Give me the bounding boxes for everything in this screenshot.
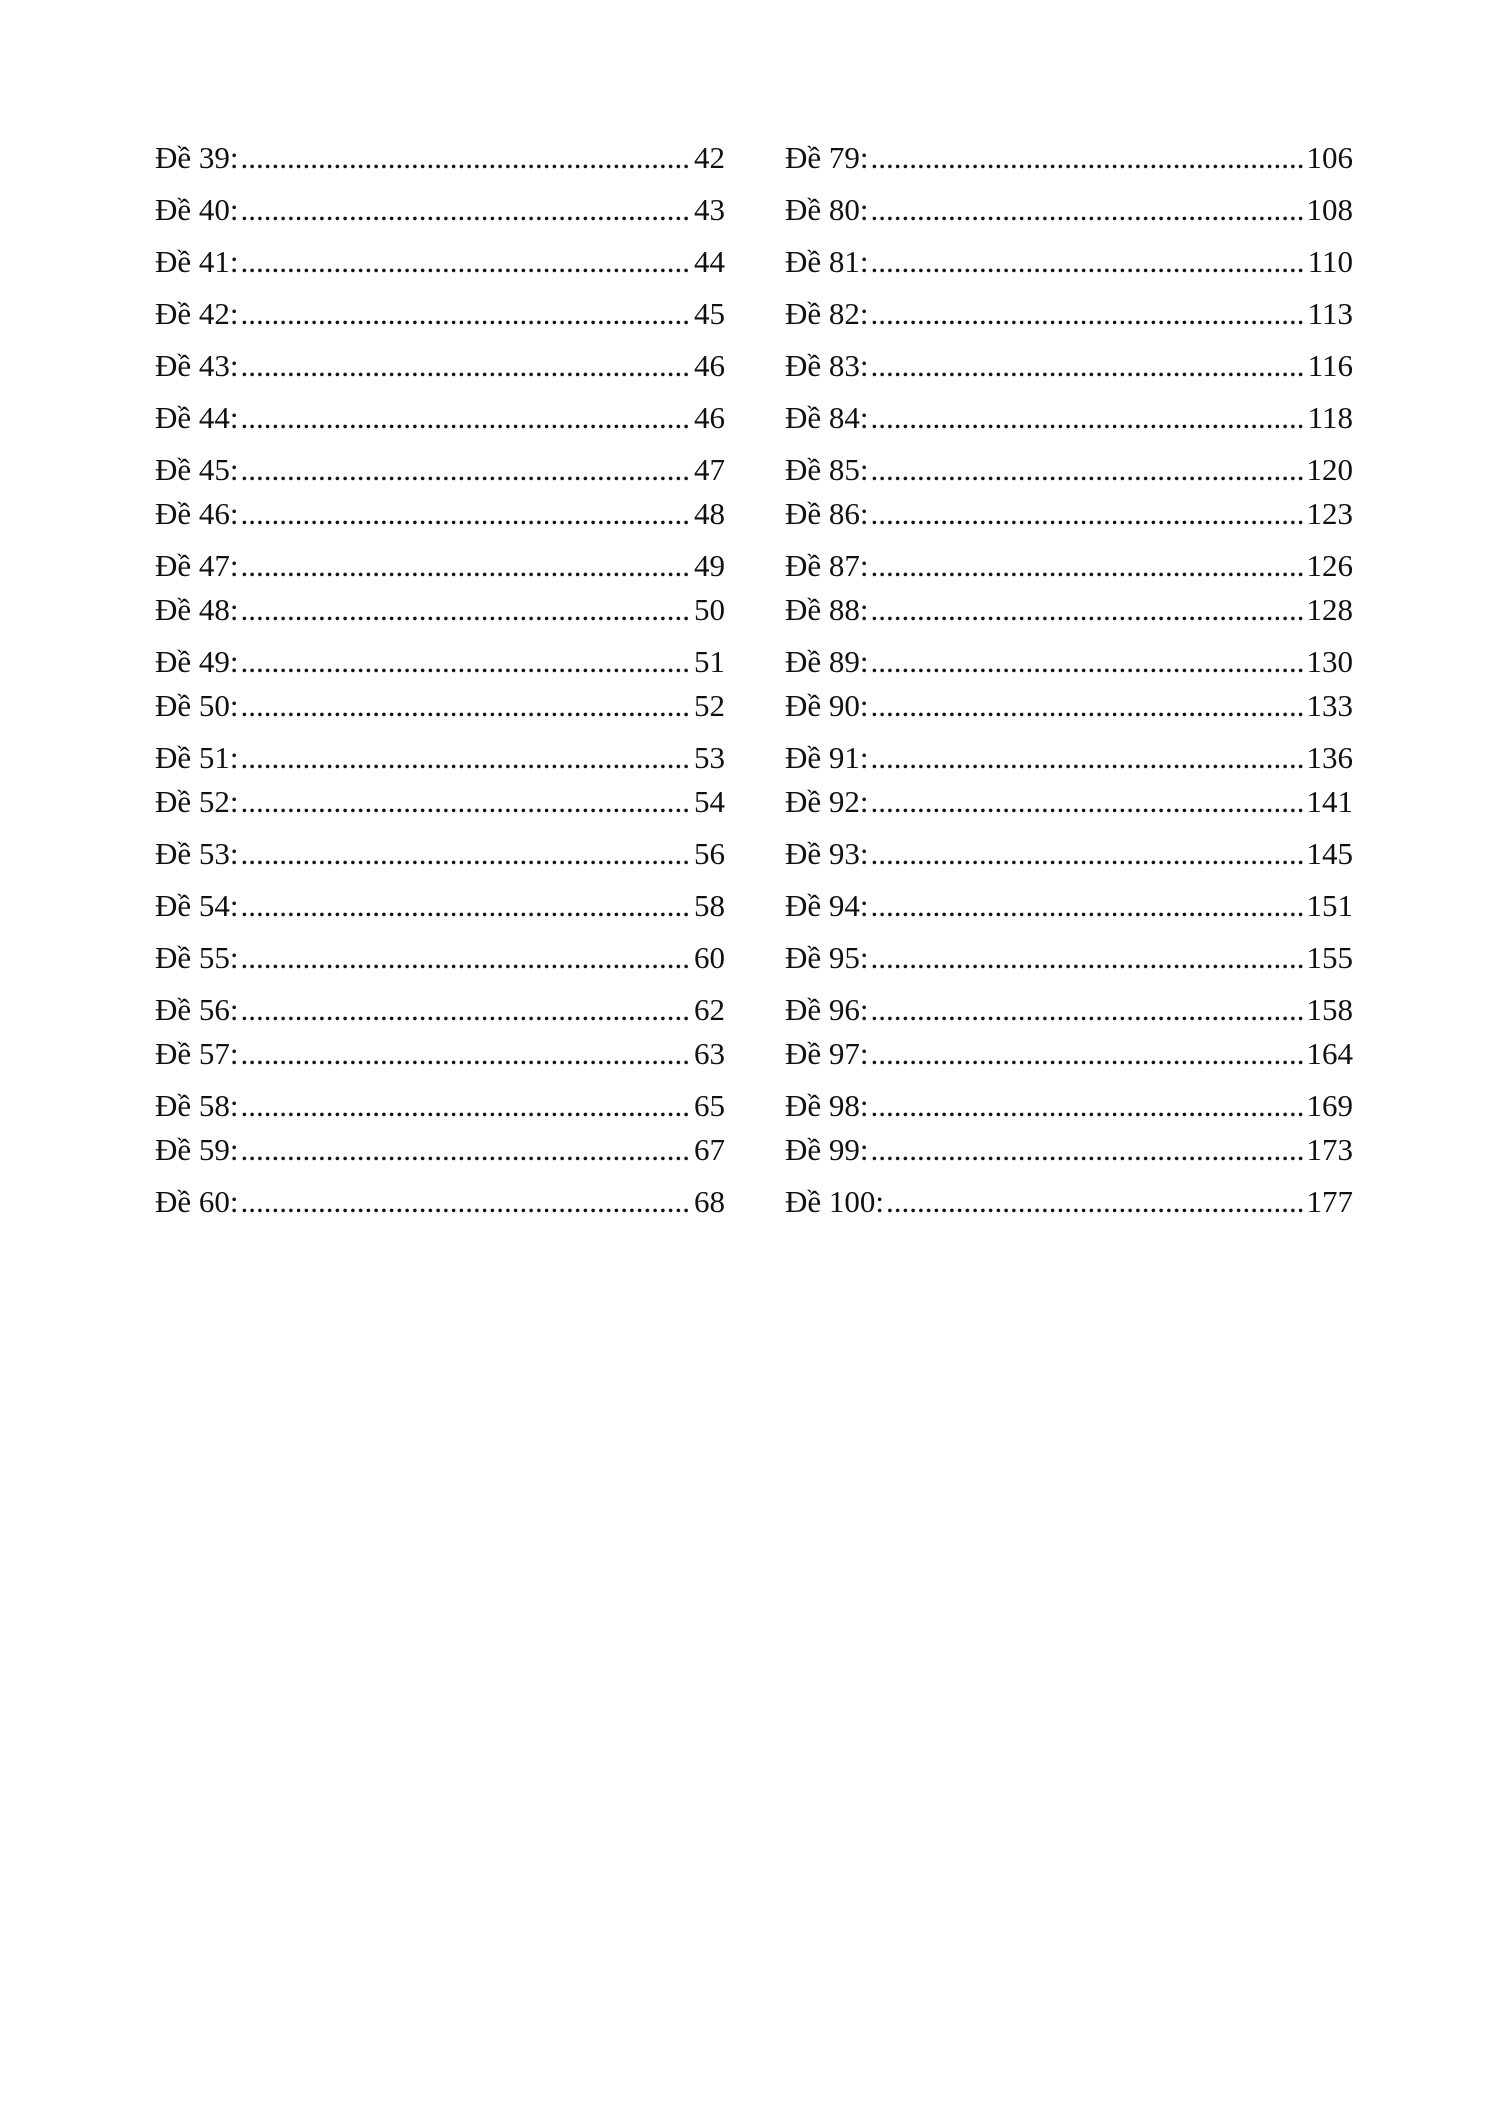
toc-entry[interactable] [785,642,1353,682]
toc-dot-leader [871,782,1305,822]
toc-dot-leader [241,642,692,682]
toc-entry[interactable] [155,1034,725,1074]
toc-entry-page-number: 48 [694,496,725,531]
toc-entry-page-number: 110 [1307,244,1353,279]
toc-entry-page-number: 151 [1306,888,1353,923]
toc-dot-leader [241,834,692,874]
toc-dot-leader [241,294,692,334]
toc-entry-page-number: 67 [694,1132,725,1167]
toc-entry[interactable] [155,642,725,682]
toc-entry-page-number: 128 [1306,592,1353,627]
toc-dot-leader [241,242,692,282]
toc-entry-label: Đề 99: [785,1132,869,1167]
toc-entry-label: Đề 94: [785,888,869,923]
toc-dot-leader [241,590,692,630]
toc-entry-page-number: 49 [694,548,725,583]
toc-entry[interactable] [785,346,1353,386]
toc-entry-page-number: 126 [1306,548,1353,583]
toc-entry[interactable] [155,546,725,586]
toc-entry-label: Đề 59: [155,1132,239,1167]
toc-dot-leader [871,886,1305,926]
toc-entry-page-number: 108 [1306,192,1353,227]
toc-entry-page-number: 63 [694,1036,725,1071]
toc-dot-leader [871,1130,1305,1170]
toc-entry-page-number: 45 [694,296,725,331]
toc-entry-label: Đề 93: [785,836,869,871]
toc-entry[interactable] [785,138,1353,178]
toc-dot-leader [241,546,692,586]
toc-entry-label: Đề 86: [785,496,869,531]
toc-entry-label: Đề 57: [155,1036,239,1071]
toc-entry-label: Đề 89: [785,644,869,679]
toc-dot-leader [871,834,1305,874]
toc-entry-page-number: 136 [1306,740,1353,775]
toc-entry[interactable] [155,990,725,1030]
toc-entry[interactable] [155,1086,725,1126]
toc-entry-label: Đề 81: [785,244,869,279]
toc-entry[interactable] [785,1034,1353,1074]
toc-entry-label: Đề 95: [785,940,869,975]
toc-entry-label: Đề 43: [155,348,239,383]
toc-entry[interactable] [155,398,725,438]
toc-entry-label: Đề 45: [155,452,239,487]
toc-entry-label: Đề 82: [785,296,869,331]
toc-dot-leader [871,494,1305,534]
toc-dot-leader [241,190,692,230]
toc-entry-page-number: 46 [694,348,725,383]
toc-entry-label: Đề 48: [155,592,239,627]
toc-entry-page-number: 50 [694,592,725,627]
toc-entry-page-number: 169 [1306,1088,1353,1123]
toc-entry[interactable] [785,782,1353,822]
toc-entry-label: Đề 44: [155,400,239,435]
toc-entry-label: Đề 88: [785,592,869,627]
toc-entry-page-number: 47 [694,452,725,487]
toc-entry-page-number: 106 [1306,140,1353,175]
toc-entry-label: Đề 40: [155,192,239,227]
toc-dot-leader [871,990,1305,1030]
toc-dot-leader [871,1034,1305,1074]
toc-entry[interactable] [155,1130,725,1170]
toc-dot-leader [871,642,1305,682]
toc-entry-label: Đề 49: [155,644,239,679]
toc-dot-leader [871,398,1306,438]
toc-entry[interactable] [155,834,725,874]
toc-dot-leader [241,1182,692,1222]
toc-entry-label: Đề 97: [785,1036,869,1071]
toc-dot-leader [871,590,1305,630]
toc-entry-page-number: 145 [1306,836,1353,871]
toc-entry-label: Đề 46: [155,496,239,531]
toc-entry-page-number: 60 [694,940,725,975]
toc-entry[interactable] [785,1130,1353,1170]
toc-entry-page-number: 52 [694,688,725,723]
toc-entry-label: Đề 60: [155,1184,239,1219]
toc-entry[interactable] [785,590,1353,630]
toc-dot-leader [241,686,692,726]
toc-entry-label: Đề 80: [785,192,869,227]
toc-entry-label: Đề 90: [785,688,869,723]
toc-entry-page-number: 54 [694,784,725,819]
toc-entry[interactable] [155,782,725,822]
toc-entry[interactable] [785,990,1353,1030]
toc-entry[interactable] [155,346,725,386]
toc-entry[interactable] [785,190,1353,230]
toc-entry-page-number: 120 [1306,452,1353,487]
toc-entry-label: Đề 100: [785,1184,885,1219]
toc-entry[interactable] [785,686,1353,726]
toc-entry-label: Đề 98: [785,1088,869,1123]
toc-dot-leader [871,686,1305,726]
toc-dot-leader [871,138,1305,178]
toc-dot-leader [241,886,692,926]
toc-entry-label: Đề 54: [155,888,239,923]
toc-entry-page-number: 56 [694,836,725,871]
toc-entry-page-number: 44 [694,244,725,279]
toc-entry[interactable] [785,1182,1353,1222]
toc-dot-leader [241,494,692,534]
toc-dot-leader [241,1130,692,1170]
toc-entry-label: Đề 39: [155,140,239,175]
toc-entry-label: Đề 91: [785,740,869,775]
toc-entry-label: Đề 53: [155,836,239,871]
toc-entry-page-number: 116 [1307,348,1353,383]
toc-entry-page-number: 123 [1306,496,1353,531]
toc-entry-page-number: 130 [1306,644,1353,679]
toc-entry-page-number: 53 [694,740,725,775]
toc-entry-label: Đề 96: [785,992,869,1027]
toc-entry[interactable] [155,686,725,726]
toc-dot-leader [871,1086,1305,1126]
toc-entry-label: Đề 41: [155,244,239,279]
toc-dot-leader [241,346,692,386]
toc-entry-page-number: 118 [1307,400,1353,435]
toc-entry[interactable] [785,886,1353,926]
toc-entry-label: Đề 55: [155,940,239,975]
toc-entry-label: Đề 47: [155,548,239,583]
toc-entry-page-number: 155 [1306,940,1353,975]
toc-entry-page-number: 62 [694,992,725,1027]
toc-entry[interactable] [785,450,1353,490]
toc-entry-page-number: 141 [1306,784,1353,819]
toc-entry[interactable] [155,138,725,178]
toc-entry-page-number: 68 [694,1184,725,1219]
toc-entry-page-number: 164 [1306,1036,1353,1071]
toc-dot-leader [871,738,1305,778]
toc-entry[interactable] [785,546,1353,586]
toc-entry-page-number: 42 [694,140,725,175]
toc-entry[interactable] [785,938,1353,978]
toc-dot-leader [241,450,692,490]
toc-entry[interactable] [155,190,725,230]
toc-entry[interactable] [785,738,1353,778]
toc-entry-label: Đề 79: [785,140,869,175]
toc-dot-leader [241,990,692,1030]
toc-dot-leader [871,242,1306,282]
toc-entry[interactable] [155,242,725,282]
toc-entry-label: Đề 83: [785,348,869,383]
toc-entry-page-number: 173 [1306,1132,1353,1167]
toc-entry-label: Đề 84: [785,400,869,435]
toc-entry-label: Đề 92: [785,784,869,819]
toc-dot-leader [241,398,692,438]
toc-entry[interactable] [785,1086,1353,1126]
toc-entry[interactable] [155,738,725,778]
toc-entry-page-number: 158 [1306,992,1353,1027]
toc-dot-leader [241,738,692,778]
toc-dot-leader [871,938,1305,978]
toc-entry-label: Đề 51: [155,740,239,775]
toc-entry-page-number: 177 [1306,1184,1353,1219]
toc-dot-leader [871,450,1305,490]
toc-entry-page-number: 133 [1306,688,1353,723]
toc-entry[interactable] [785,494,1353,534]
toc-entry[interactable] [155,1182,725,1222]
toc-dot-leader [871,294,1306,334]
toc-dot-leader [241,782,692,822]
toc-entry[interactable] [785,834,1353,874]
toc-dot-leader [241,938,692,978]
toc-entry-label: Đề 42: [155,296,239,331]
toc-entry-label: Đề 52: [155,784,239,819]
toc-entry-page-number: 46 [694,400,725,435]
toc-dot-leader [241,1086,692,1126]
toc-entry[interactable] [785,398,1353,438]
toc-entry[interactable] [155,938,725,978]
toc-dot-leader [241,1034,692,1074]
toc-entry-page-number: 58 [694,888,725,923]
toc-entry-page-number: 113 [1307,296,1353,331]
toc-entry-page-number: 43 [694,192,725,227]
toc-dot-leader [241,138,692,178]
toc-entry[interactable] [155,590,725,630]
toc-entry[interactable] [155,294,725,334]
toc-entry-label: Đề 58: [155,1088,239,1123]
toc-entry-page-number: 51 [694,644,725,679]
toc-entry[interactable] [155,886,725,926]
toc-entry[interactable] [785,242,1353,282]
toc-dot-leader [871,190,1305,230]
toc-entry[interactable] [155,450,725,490]
toc-dot-leader [886,1182,1304,1222]
toc-entry-label: Đề 56: [155,992,239,1027]
toc-entry[interactable] [785,294,1353,334]
toc-dot-leader [871,546,1305,586]
toc-entry-label: Đề 87: [785,548,869,583]
toc-entry-label: Đề 50: [155,688,239,723]
toc-entry-page-number: 65 [694,1088,725,1123]
toc-entry-label: Đề 85: [785,452,869,487]
toc-entry[interactable] [155,494,725,534]
toc-dot-leader [871,346,1306,386]
